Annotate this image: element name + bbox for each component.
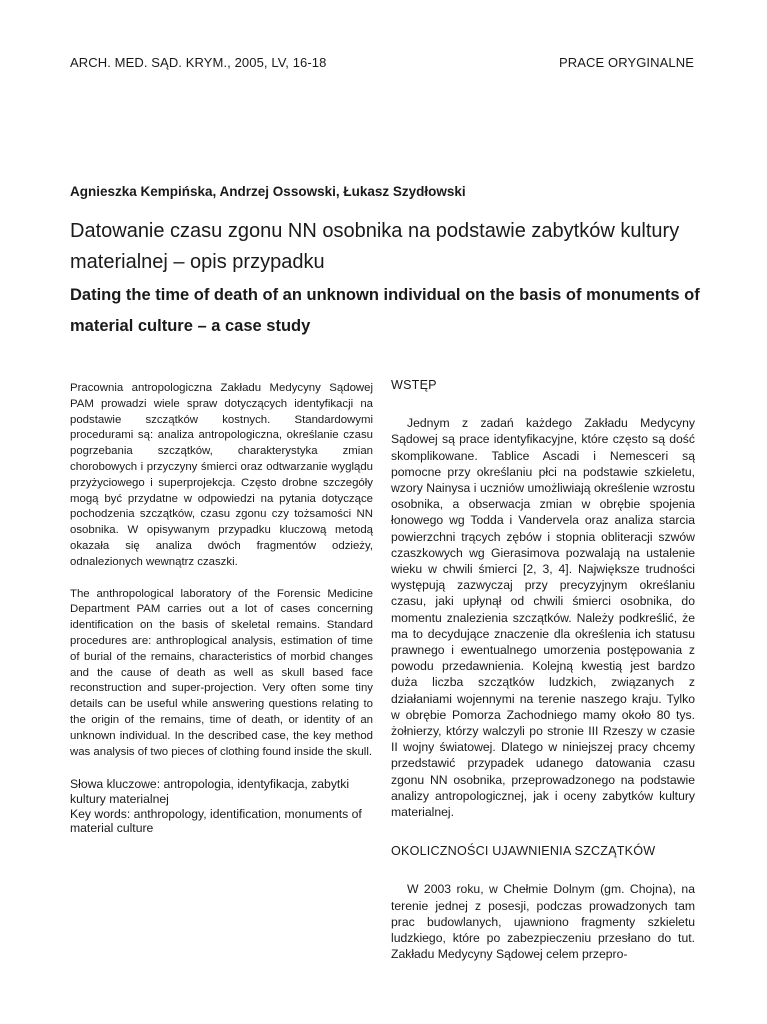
abstract-column [70, 381, 373, 836]
keywords-block [70, 777, 373, 835]
title-polish: Datowanie czasu zgonu NN osobnika na podstawie zabytków kultury materialnej – opis przypadku [70, 220, 680, 273]
section-text-circumstances: W 2003 roku, w Chełmie Dolnym (gm. Chojna), na terenie jednej z posesji, podczas prowadzonych tam prac budowlanych, ujawniono fragmenty szkieletu ludzkiego, które po zabezpieczeniu przesłano do tut. Zakładu Medycyny Sądowej celem przepro- [391, 882, 695, 962]
section-heading-circumstances: OKOLICZNOŚCI UJAWNIENIA SZCZĄTKÓW [391, 844, 656, 859]
section-text-introduction: Jednym z zadań każdego Zakładu Medycyny Sądowej są prace identyfikacyjne, które często są dość skomplikowane. Tablice Ascadi i Nemesceri są pomocne przy określaniu płci na podstawie szkieletu, wzory Nainysa i uczniów umożliwiają określenie wzrostu osobnika, a obserwacja zmian w obrębie spojenia łonowego wg Todda i Vandervela oraz analiza starcia powierzchni trących zębów i stopnia obliteracji szwów czaszkowych wg Gierasimova pozwalają na ustalenie wieku w chwili śmierci [2, 3, 4]. Największe trudności występują zazwyczaj przy precyzyjnym określaniu czasu, jaki upłynął od chwili śmierci osobnika, do momentu znalezienia szczątków. Należy podkreślić, że ma to decydujące znaczenie dla określenia ich statusu prawnego i ewentualnego umorzenia postępowania z powodu przedawnienia. Kolejną kwestią jest bardzo duża liczba szczątków ludzkich, związanych z działaniami wojennymi na terenie naszego kraju. Tylko w obrębie Pomorza Zachodniego mamy około 80 tys. żołnierzy, którzy walczyli po stronie III Rzeszy w czasie II wojny światowej. Dlatego w niniejszej pracy chcemy przedstawić przypadek udanego datowania czasu zgonu NN osobnika, przeprowadzonego na podstawie analizy antropologicznej, jak i oceny zabytków kultury materialnej. [391, 416, 695, 820]
abstract-polish: Pracownia antropologiczna Zakładu Medycyny Sądowej PAM prowadzi wiele spraw dotyczących identyfikacji na podstawie szczątków kostnych. Standardowymi procedurami są: analiza antropologiczna, określanie czasu pogrzebania szczątków, charakterystyka zmian chorobowych i przyczyny śmierci oraz odtwarzanie wyglądu przyżyciowego i superprojekcja. Często drobne szczegóły mogą być przydatne w odpowiedzi na pytania dotyczące pochodzenia szczątków, czasu zgonu czy tożsamości NN osobnika. W opisywanym przypadku kluczową metodą okazała się analiza dwóch fragmentów odzieży, odnalezionych wewnątrz czaszki. [70, 382, 373, 568]
keywords-english: Key words: anthropology, identification, monuments of material culture [70, 806, 362, 836]
section-heading-introduction: WSTĘP [391, 378, 437, 392]
abstract-english: The anthropological laboratory of the Forensic Medicine Department PAM carries out a lot of cases concerning identification on the basis of skeletal remains. Standard procedures are: anthroplogical analysis, estimation of time of burial of the remains, characteristics of morbid changes and the cause of death as well as skull based face reconstruction and super-projection. Very often some tiny details can be useful while answering questions relating to the origin of the remains, time of death, or identity of an unknown individual. In the described case, the key method was analysis of two pieces of clothing found inside the skull. [70, 587, 373, 758]
body-column [391, 377, 695, 963]
title-english: Dating the time of death of an unknown individual on the basis of monuments of material culture – a case study [70, 286, 700, 335]
journal-citation: ARCH. MED. SĄD. KRYM., 2005, LV, 16-18 [70, 55, 327, 70]
authors: Agnieszka Kempińska, Andrzej Ossowski, Łukasz Szydłowski [70, 184, 466, 199]
article-category: PRACE ORYGINALNE [558, 55, 694, 70]
keywords-polish: Słowa kluczowe: antropologia, identyfikacja, zabytki kultury materialnej [70, 777, 350, 806]
